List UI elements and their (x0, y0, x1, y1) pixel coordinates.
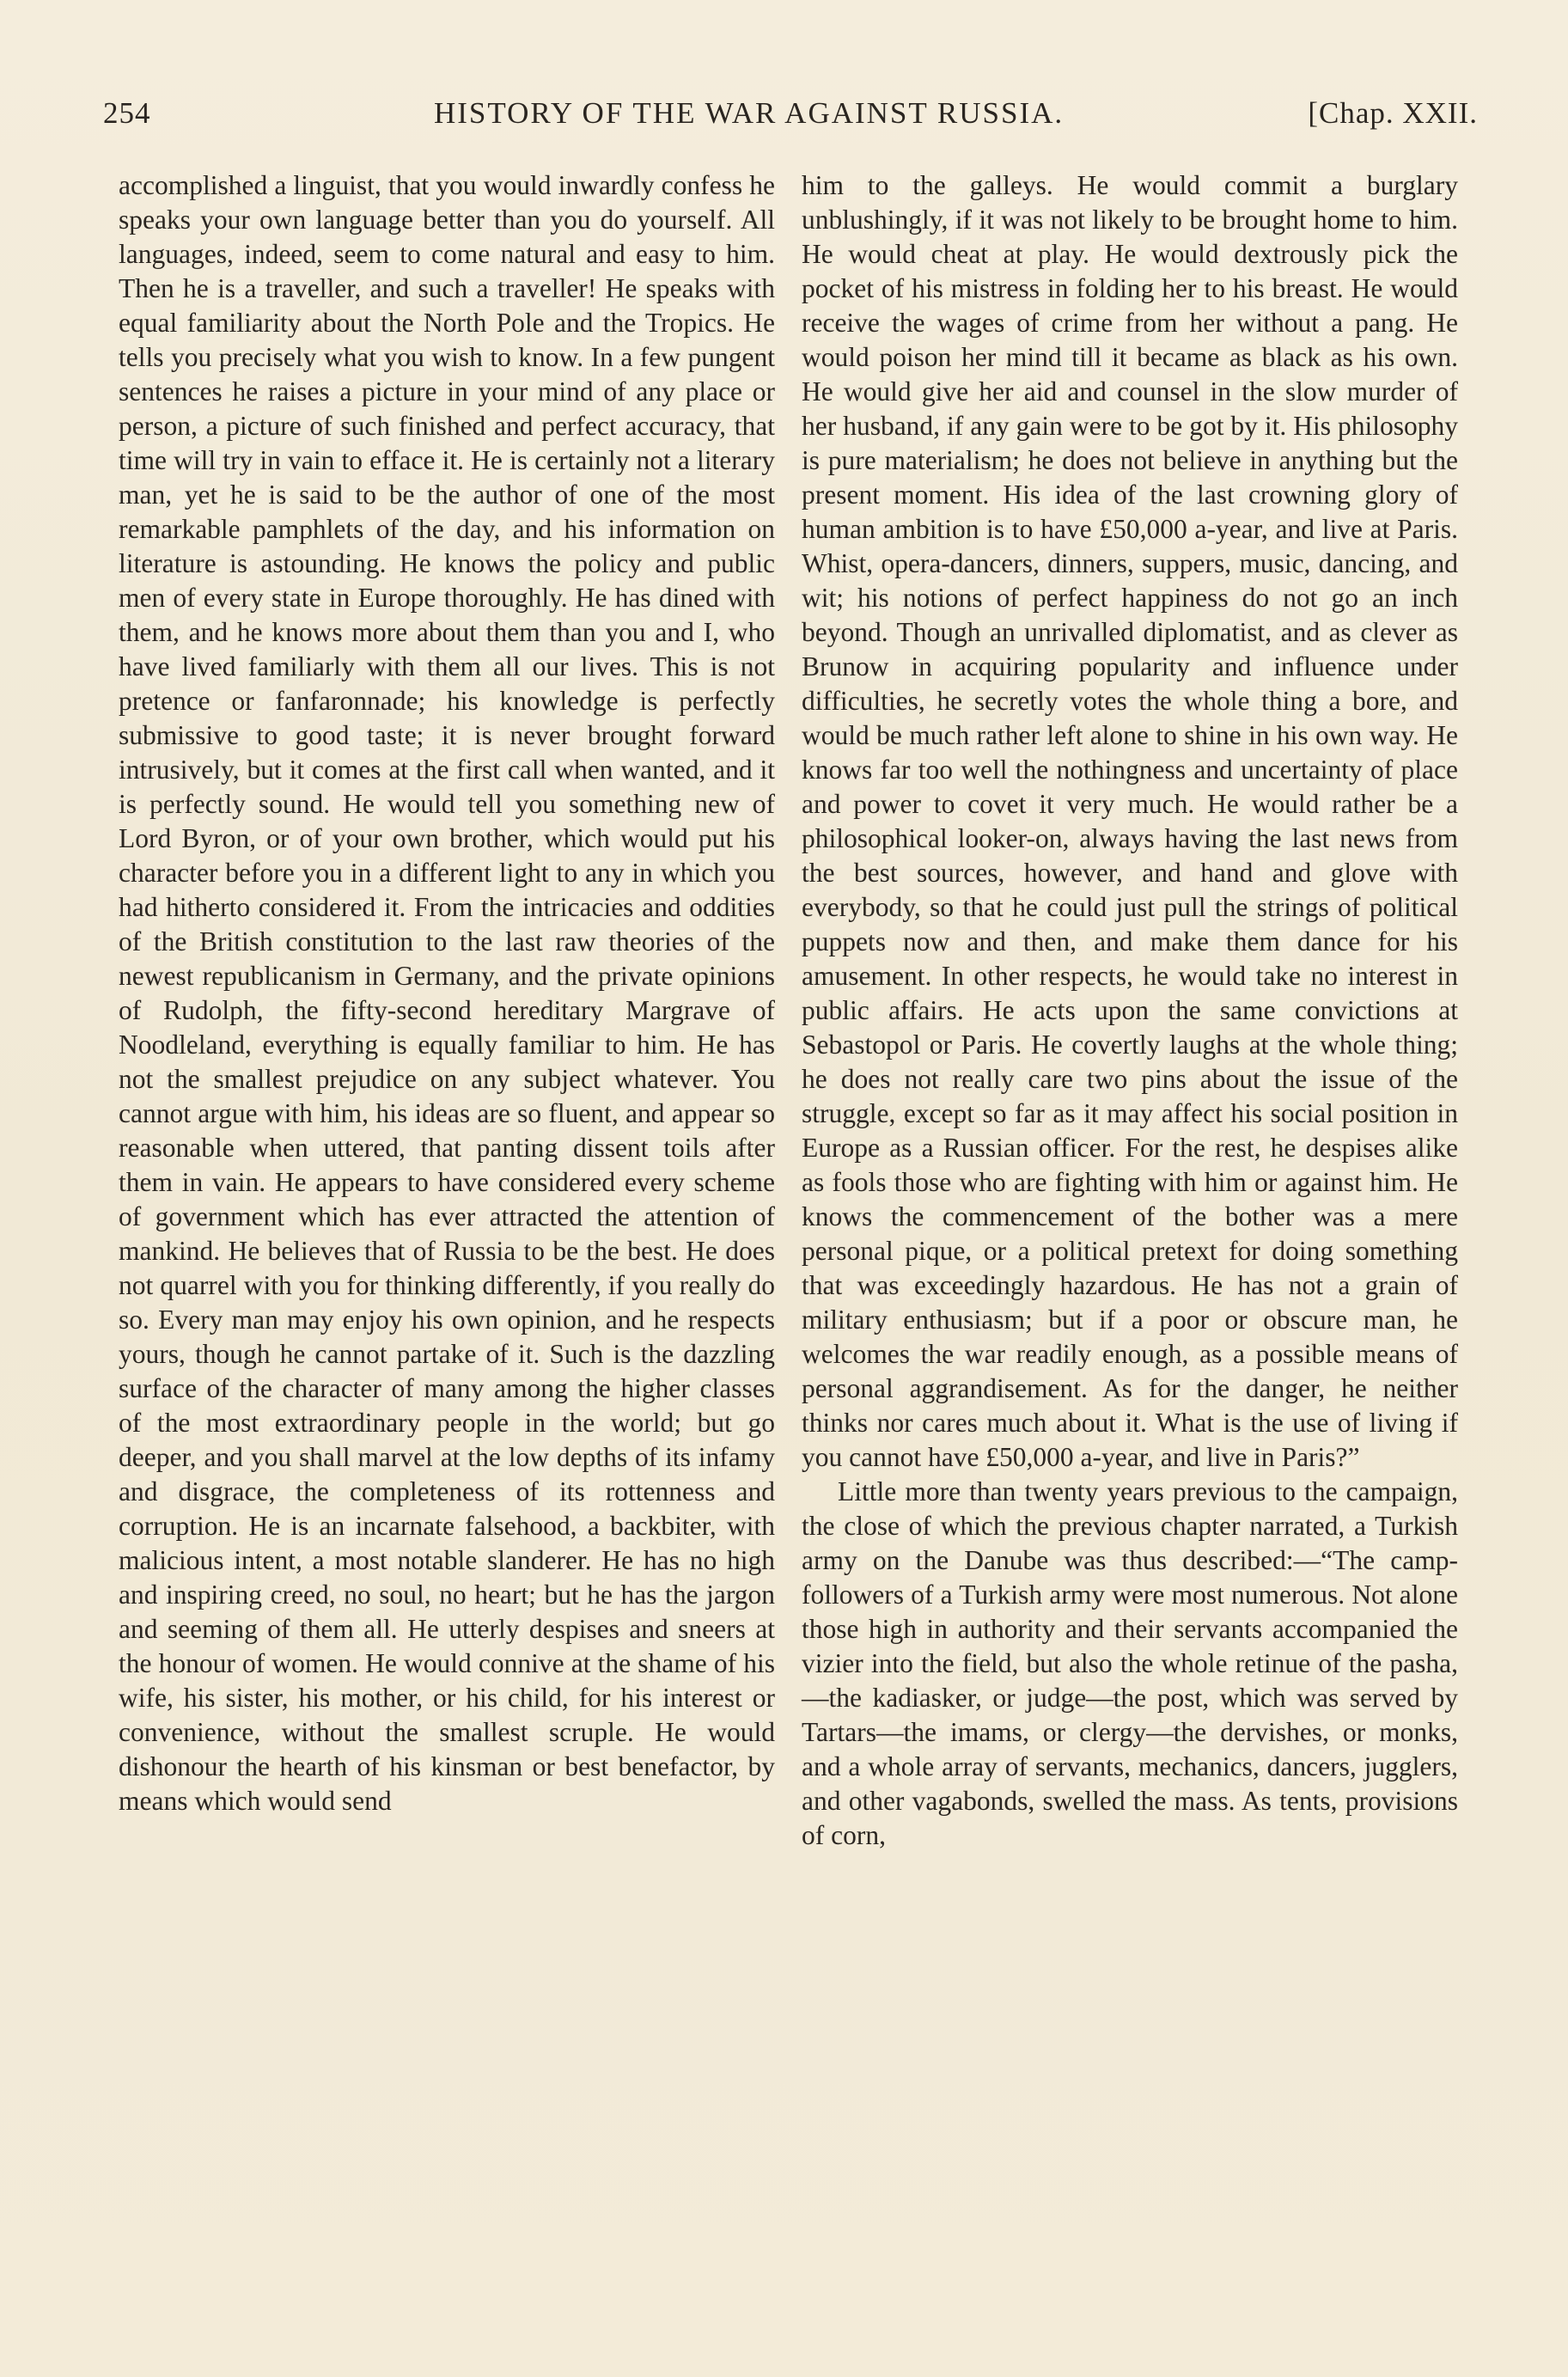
right-paragraph-1: him to the galleys. He would commit a burglary unblushingly, if it was not likely to be brought home to him. He would cheat at play. He would dextrously pick the pocket of his mistress in folding her to his breast. He would receive the wages of crime from her without a pang. He would poison her mind till it became as black as his own. He would give her aid and counsel in the slow murder of her husband, if any gain were to be got by it. His philosophy is pure materialism; he does not believe in anything but the present moment. His idea of the last crowning glory of human ambition is to have £50,000 a-year, and live at Paris. Whist, opera-dancers, dinners, suppers, music, dancing, and wit; his notions of perfect happiness do not go an inch beyond. Though an unrivalled diplomatist, and as clever as Brunow in acquiring popularity and influence under difficulties, he secretly votes the whole thing a bore, and would be much rather left alone to shine in his own way. He knows far too well the nothingness and uncertainty of place and power to covet it very much. He would rather be a philosophical looker-on, always having the last news from the best sources, however, and hand and glove with everybody, so that he could just pull the strings of political puppets now and then, and make them dance for his amusement. In other respects, he would take no interest in public affairs. He acts upon the same convictions at Sebastopol or Paris. He covertly laughs at the whole thing; he does not really care two pins about the issue of the struggle, except so far as it may affect his social position in Europe as a Russian officer. For the rest, he despises alike as fools those who are fighting with him or against him. He knows the commencement of the bother was a mere personal pique, or a political pretext for doing something that was exceedingly hazardous. He has not a grain of military enthusiasm; but if a poor or obscure man, he welcomes the war readily enough, as a possible means of personal aggrandisement. As for the danger, he neither thinks nor cares much about it. What is the use of living if you cannot have £50,000 a-year, and live in Paris?” (802, 170, 1458, 1472)
left-paragraph-1: accomplished a linguist, that you would inwardly confess he speaks your own language better than you do yourself. All languages, indeed, seem to come natural and easy to him. Then he is a traveller, and such a traveller! He speaks with equal familiarity about the North Pole and the Tropics. He tells you precisely what you wish to know. In a few pungent sentences he raises a picture in your mind of any place or person, a picture of such finished and perfect accuracy, that time will try in vain to efface it. He is certainly not a literary man, yet he is said to be the author of one of the most remarkable pamphlets of the day, and his information on literature is astounding. He knows the policy and public men of every state in Europe thoroughly. He has dined with them, and he knows more about them than you and I, who have lived familiarly with them all our lives. This is not pretence or fanfaronnade; his knowledge is perfectly submissive to good taste; it is never brought forward intrusively, but it comes at the first call when wanted, and it is perfectly sound. He would tell you something new of Lord Byron, or of your own brother, which would put his character before you in a different light to any in which you had hitherto considered it. From the intricacies and oddities of the British constitution to the last raw theories of the newest republicanism in Germany, and the private opinions of Rudolph, the fifty-second hereditary Margrave of Noodleland, everything is equally familiar to him. He has not the smallest prejudice on any subject whatever. You cannot argue with him, his ideas are so fluent, and appear so reasonable when uttered, that panting dissent toils after them in vain. He appears to have considered every scheme of government which has ever attracted the attention of mankind. He believes that of Russia to be the best. He does not quarrel with you for thinking differently, if you really do so. Every man may enjoy his own opinion, and he respects yours, though he cannot partake of it. Such is the dazzling surface of the character of many among the higher classes of the most extraordinary people in the world; but go deeper, and you shall marvel at the low depths of its infamy and disgrace, the completeness of its rottenness and corruption. He is an incarnate falsehood, a backbiter, with malicious intent, a most notable slanderer. He has no high and inspiring creed, no soul, no heart; but he has the jargon and seeming of them all. He utterly despises and sneers at the honour of women. He would connive at the shame of his wife, his sister, his mother, or his child, for his interest or convenience, without the smallest scruple. He would dishonour the hearth of his kinsman or best benefactor, by means which would send (119, 170, 775, 1816)
page-number: 254 (103, 96, 151, 130)
right-column (802, 168, 1458, 1853)
chapter-label: [Chap. XXII. (1308, 96, 1478, 130)
page-header (103, 89, 1478, 137)
left-column (119, 168, 775, 1818)
right-paragraph-2: Little more than twenty years previous to the campaign, the close of which the previous chapter narrated, a Turkish army on the Danube was thus described:—“The camp-followers of a Turkish army were most numerous. Not alone those high in authority and their servants accompanied the vizier into the field, but also the whole retinue of the pasha,—the kadiasker, or judge—the post, which was served by Tartars—the imams, or clergy—the dervishes, or monks, and a whole array of servants, mechanics, dancers, jugglers, and other vagabonds, swelled the mass. As tents, provisions of corn, (802, 1476, 1458, 1850)
running-title: HISTORY OF THE WAR AGAINST RUSSIA. (434, 96, 1065, 130)
column-gutter (786, 168, 787, 2205)
